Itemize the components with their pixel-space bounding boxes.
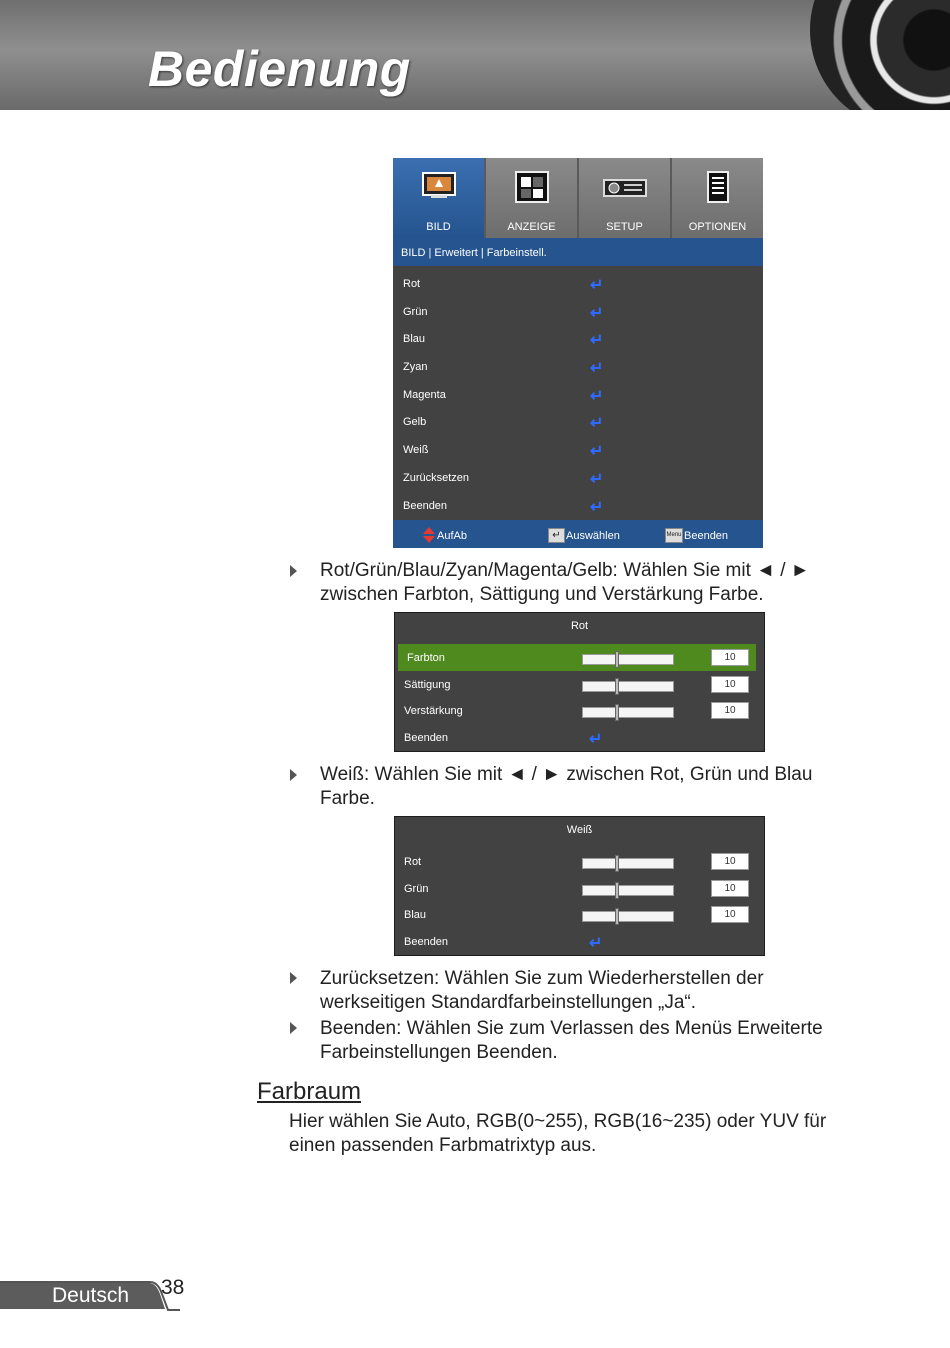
osd-menu bbox=[393, 158, 763, 548]
display-icon bbox=[514, 170, 550, 204]
setting-label: Beenden bbox=[404, 935, 449, 948]
setting-value: 10 bbox=[711, 676, 749, 693]
tab-setup[interactable] bbox=[579, 158, 672, 238]
enter-icon: ↵ bbox=[589, 730, 603, 748]
tab-anzeige[interactable] bbox=[486, 158, 579, 238]
bullet-line: Zurücksetzen: Wählen Sie zum Wiederherstellen der bbox=[320, 968, 764, 989]
setting-slider[interactable] bbox=[582, 858, 674, 869]
setting-value: 10 bbox=[711, 649, 749, 666]
setting-value: 10 bbox=[711, 702, 749, 719]
menu-item-magenta[interactable] bbox=[393, 381, 763, 409]
setting-value: 10 bbox=[711, 880, 749, 897]
osd-tabs bbox=[393, 158, 763, 238]
page-header bbox=[0, 0, 950, 110]
section-text bbox=[289, 1110, 889, 1158]
osd-item-list bbox=[393, 266, 763, 519]
setting-row-rot[interactable] bbox=[395, 848, 764, 875]
menu-item-label: Rot bbox=[403, 278, 421, 290]
section-line: einen passenden Farbmatrixtyp aus. bbox=[289, 1135, 597, 1156]
enter-icon: ↵ bbox=[590, 415, 604, 433]
setting-value: 10 bbox=[711, 906, 749, 923]
page-title: Bedienung bbox=[148, 41, 411, 97]
setting-row-gruen[interactable] bbox=[395, 875, 764, 902]
picture-icon bbox=[421, 170, 457, 200]
menu-item-label: Magenta bbox=[403, 388, 446, 401]
setting-label: Grün bbox=[404, 882, 429, 895]
menu-item-label: Grün bbox=[403, 305, 428, 318]
weiss-panel bbox=[394, 816, 765, 956]
menu-item-label: Beenden bbox=[403, 499, 448, 512]
enter-icon: ↵ bbox=[590, 360, 604, 378]
tab-bild[interactable] bbox=[393, 158, 486, 238]
bullet-text bbox=[320, 763, 812, 811]
setting-label: Farbton bbox=[407, 652, 445, 664]
setting-value: 10 bbox=[711, 853, 749, 870]
menu-item-label: Gelb bbox=[403, 416, 427, 429]
setting-slider[interactable] bbox=[582, 911, 674, 922]
setting-row-blau[interactable] bbox=[395, 901, 764, 928]
tab-optionen[interactable] bbox=[672, 158, 763, 238]
setting-slider[interactable] bbox=[582, 707, 674, 718]
projector-icon bbox=[602, 176, 648, 200]
bullet-arrow-icon bbox=[290, 972, 297, 984]
setting-row-saettigung[interactable] bbox=[395, 671, 764, 698]
panel-title: Rot bbox=[570, 620, 589, 632]
footer-exit-label: Beenden bbox=[684, 530, 729, 542]
slider-knob[interactable] bbox=[615, 704, 619, 721]
setting-slider[interactable] bbox=[582, 654, 674, 665]
bullet-arrow-icon bbox=[290, 565, 297, 577]
menu-item-label: Weiß bbox=[403, 444, 429, 457]
setting-label: Sättigung bbox=[404, 678, 451, 691]
setting-row-beenden[interactable] bbox=[395, 928, 764, 955]
breadcrumb: BILD | Erweitert | Farbeinstell. bbox=[393, 238, 763, 266]
bullet-arrow-icon bbox=[290, 1022, 297, 1034]
bullet-line: Rot/Grün/Blau/Zyan/Magenta/Gelb: Wählen Sie mit ◄ / ► bbox=[320, 560, 810, 581]
menu-item-blau[interactable] bbox=[393, 325, 763, 353]
enter-icon: ↵ bbox=[589, 934, 603, 952]
options-icon bbox=[706, 170, 730, 204]
enter-icon: ↵ bbox=[590, 332, 604, 350]
panel-title: Weiß bbox=[566, 824, 593, 836]
setting-label: Beenden bbox=[404, 731, 449, 744]
setting-label: Blau bbox=[404, 909, 427, 921]
bullet-text bbox=[320, 967, 764, 1015]
setting-slider[interactable] bbox=[582, 885, 674, 896]
updown-arrow-icon bbox=[422, 527, 436, 543]
slider-knob[interactable] bbox=[615, 855, 619, 872]
bullet-line: zwischen Farbton, Sättigung und Verstärkung Farbe. bbox=[320, 584, 764, 605]
tab-label: OPTIONEN bbox=[688, 221, 747, 233]
bullet-line: Weiß: Wählen Sie mit ◄ / ► zwischen Rot, Grün und Blau bbox=[320, 764, 813, 785]
menu-item-beenden[interactable] bbox=[393, 492, 763, 520]
menu-item-zuruecksetzen[interactable] bbox=[393, 464, 763, 492]
footer-select-label: Auswählen bbox=[566, 530, 620, 542]
setting-slider[interactable] bbox=[582, 681, 674, 692]
tab-label: SETUP bbox=[606, 221, 643, 233]
setting-label: Verstärkung bbox=[404, 705, 463, 717]
enter-icon: ↵ bbox=[590, 304, 604, 322]
menu-item-label: Blau bbox=[403, 333, 426, 346]
enter-icon: ↵ bbox=[590, 498, 604, 516]
bullet-line: werkseitigen Standardfarbeinstellungen „Ja“. bbox=[320, 992, 696, 1013]
menu-item-label: Zurücksetzen bbox=[403, 471, 470, 484]
page-number: 38 bbox=[161, 1276, 185, 1299]
slider-knob[interactable] bbox=[615, 651, 619, 668]
enter-key-icon: ↵ bbox=[548, 528, 565, 543]
bullet-text bbox=[320, 1017, 823, 1065]
bullet-line: Beenden: Wählen Sie zum Verlassen des Menüs Erweiterte bbox=[320, 1018, 823, 1039]
enter-icon: ↵ bbox=[590, 277, 604, 294]
menu-item-label: Zyan bbox=[403, 361, 428, 374]
setting-row-farbton[interactable] bbox=[398, 644, 756, 671]
osd-footer bbox=[393, 520, 763, 548]
footer-language: Deutsch bbox=[52, 1284, 130, 1307]
setting-row-beenden[interactable] bbox=[395, 724, 764, 751]
menu-item-rot[interactable] bbox=[393, 270, 763, 298]
setting-row-verstaerkung[interactable] bbox=[395, 697, 764, 724]
rot-panel bbox=[394, 612, 765, 752]
enter-icon: ↵ bbox=[590, 387, 604, 405]
section-line: Hier wählen Sie Auto, RGB(0~255), RGB(16~235) oder YUV für bbox=[289, 1111, 827, 1132]
footer-updown-label: AufAb bbox=[437, 530, 467, 542]
slider-knob[interactable] bbox=[615, 908, 619, 925]
tab-label: ANZEIGE bbox=[507, 221, 556, 233]
menu-key-icon: Menu bbox=[665, 528, 683, 543]
menu-item-gruen[interactable] bbox=[393, 298, 763, 326]
setting-label: Rot bbox=[404, 856, 422, 868]
lens-graphic bbox=[810, 0, 950, 110]
bullet-arrow-icon bbox=[290, 769, 297, 781]
bullet-text bbox=[320, 559, 810, 607]
tab-label: BILD bbox=[426, 221, 451, 233]
menu-item-zyan[interactable] bbox=[393, 353, 763, 381]
slider-knob[interactable] bbox=[615, 678, 619, 695]
enter-icon: ↵ bbox=[590, 470, 604, 488]
enter-icon: ↵ bbox=[590, 443, 604, 461]
menu-item-gelb[interactable] bbox=[393, 408, 763, 436]
section-heading: Farbraum bbox=[257, 1078, 362, 1105]
bullet-line: Farbeinstellungen Beenden. bbox=[320, 1042, 558, 1063]
bullet-line: Farbe. bbox=[320, 788, 375, 809]
slider-knob[interactable] bbox=[615, 882, 619, 899]
menu-item-weiss[interactable] bbox=[393, 436, 763, 464]
